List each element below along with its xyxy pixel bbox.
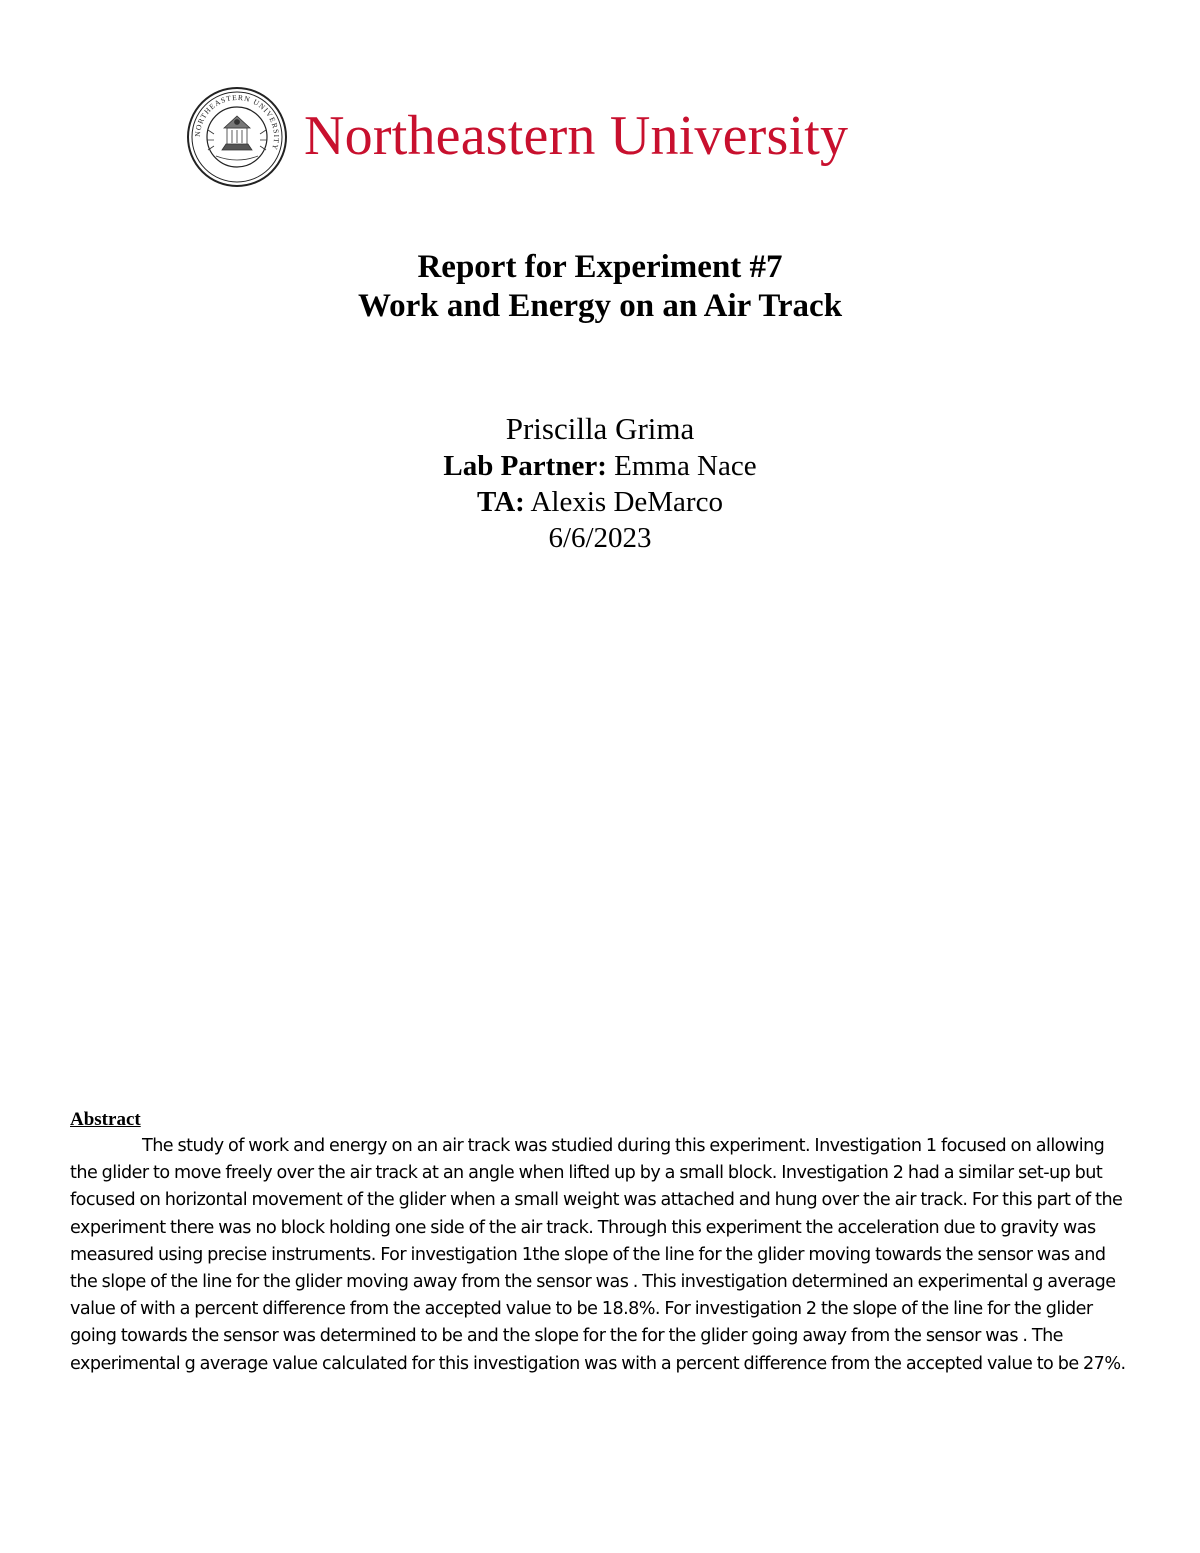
report-title: [0, 248, 1200, 326]
lab-partner-name: Emma Nace: [614, 450, 757, 482]
university-logo: [186, 86, 876, 190]
ta-label: TA:: [477, 486, 525, 518]
author-name: Priscilla Grima: [505, 411, 695, 446]
abstract-section: [70, 1106, 1135, 1378]
report-date: 6/6/2023: [548, 522, 652, 554]
abstract-heading: Abstract: [70, 1109, 141, 1130]
university-wordmark: Northeastern University: [304, 105, 849, 167]
university-seal-icon: [186, 86, 288, 188]
lab-partner-line: [0, 448, 1200, 484]
report-title-line-1: Report for Experiment #7: [417, 249, 783, 285]
report-title-line-2: Work and Energy on an Air Track: [357, 288, 843, 324]
lab-partner-label: Lab Partner:: [443, 450, 607, 482]
ta-name: Alexis DeMarco: [530, 486, 723, 518]
seal-text: NORTHEASTERN UNIVERSITY: [192, 92, 282, 152]
abstract-body: The study of work and energy on an air track was studied during this experiment. Investigation 1 focused on allowing the glider to move freely over the air track at an angle when lifted up by a small block. Investigation 2 had a similar set-up but focused on horizontal movement of the glider when a small weight was attached and hung over the air track. For this part of the experiment there was no block holding one side of the air track. Through this experiment the acceleration due to gravity was measured using precise instruments. For investigation 1the slope of the line for the glider moving towards the sensor was and the slope of the line for the glider moving away from the sensor was . This investigation determined an experimental g average value of with a percent difference from the accepted value to be 18.8%. For investigation 2 the slope of the line for the glider going towards the sensor was determined to be and the slope for the for the glider going away from the sensor was . The experimental g average value calculated for this investigation was with a percent difference from the accepted value to be 27%.: [70, 1136, 1126, 1374]
ta-line: [0, 484, 1200, 520]
author-info: [0, 410, 1200, 556]
